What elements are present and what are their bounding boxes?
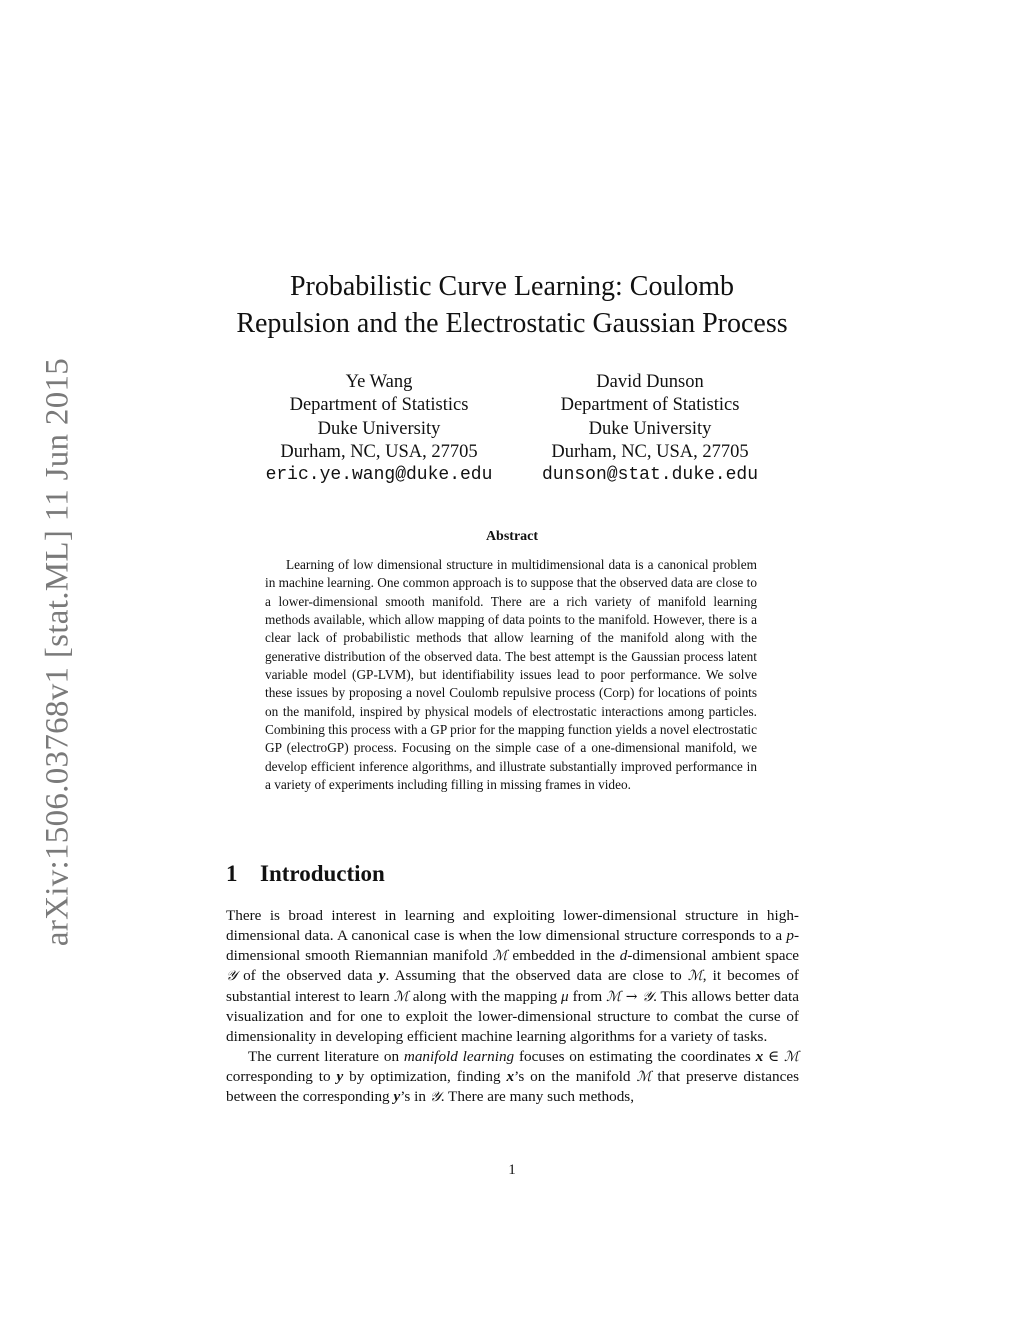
math-y: y xyxy=(378,967,386,985)
math-mu: μ xyxy=(561,987,569,1005)
text-run: from xyxy=(568,987,607,1005)
emphasis-manifold-learning: manifold learning xyxy=(403,1048,515,1066)
author-university: Duke University xyxy=(317,418,441,439)
math-d: d xyxy=(619,947,628,965)
math-ambient-space: 𝒴 xyxy=(429,1089,441,1106)
text-run: ’s on the manifold xyxy=(514,1068,637,1086)
introduction-body xyxy=(226,906,799,1108)
math-ambient-space: 𝒴 xyxy=(226,968,237,985)
author-name: David Dunson xyxy=(596,372,704,392)
author-university: Duke University xyxy=(588,418,712,439)
text-run: corresponding to xyxy=(226,1068,337,1086)
section-title: Introduction xyxy=(260,861,385,886)
author-department: Department of Statistics xyxy=(560,395,740,416)
author-department: Department of Statistics xyxy=(289,395,469,416)
section-heading-introduction xyxy=(226,861,385,887)
text-run: that preserve distances between the corresponding xyxy=(226,1068,800,1106)
text-run: by optimization, finding xyxy=(343,1068,507,1086)
math-manifold: ℳ xyxy=(393,988,409,1005)
text-run: . Assuming that the observed data are close to xyxy=(385,967,688,985)
math-x: x xyxy=(506,1068,515,1086)
math-mapping: ℳ → 𝒴 xyxy=(606,988,654,1005)
author-name: Ye Wang xyxy=(345,372,413,392)
math-element-of: ∈ xyxy=(763,1048,785,1066)
author-email: eric.ye.wang@duke.edu xyxy=(265,465,493,486)
intro-paragraph-1 xyxy=(226,906,799,1047)
math-manifold: ℳ xyxy=(636,1069,652,1086)
text-run: ’s in xyxy=(400,1088,430,1106)
abstract-heading: Abstract xyxy=(485,529,539,544)
text-run: of the observed data xyxy=(236,967,379,985)
author-block-2 xyxy=(500,371,800,487)
math-y: y xyxy=(393,1088,401,1106)
author-block-1 xyxy=(229,371,529,487)
text-run: -dimensional smooth Riemannian manifold xyxy=(226,927,799,965)
author-address: Durham, NC, USA, 27705 xyxy=(280,441,478,462)
math-manifold: ℳ xyxy=(687,968,703,985)
text-run: . There are many such methods, xyxy=(440,1088,635,1106)
abstract-text: Learning of low dimensional structure in multidimensional data is a canonical problem in machine learning. One common approach is to suppose that the observed data are close to a lower-dimensional smooth manifold. There are a rich variety of manifold learning methods available, which allow mapping of data points to the manifold. However, there is a clear lack of probabilistic methods that allow learning of the manifold along with the generative distribution of the observed data. The best attempt is the Gaussian process latent variable model (GP-LVM), but identifiability issues lead to poor performance. We solve these issues by proposing a novel Coulomb repulsive process (Corp) for locations of points on the manifold, inspired by physical models of electrostatic interactions among particles. Combining this process with a GP prior for the mapping function yields a novel electrostatic GP (electroGP) process. Focusing on the simple case of a one-dimensional manifold, we develop efficient inference algorithms, and illustrate substantially improved performance in a variety of experiments including filling in missing frames in video. xyxy=(265,557,757,793)
author-email: dunson@stat.duke.edu xyxy=(541,465,759,486)
text-run: There is broad interest in learning and exploiting lower-dimensional structure in high-dimensional data. A canonical case is when the low dimensional structure corresponds to a xyxy=(226,907,799,945)
arxiv-identifier-stamp: arXiv:1506.03768v1 [stat.ML] 11 Jun 2015 xyxy=(39,357,76,947)
text-run: focuses on estimating the coordinates xyxy=(514,1048,756,1066)
title-line-2: Repulsion and the Electrostatic Gaussian Process xyxy=(236,308,788,339)
math-p: p xyxy=(786,927,794,945)
text-run: -dimensional ambient space xyxy=(627,947,800,965)
math-manifold: ℳ xyxy=(784,1049,799,1066)
section-number: 1 xyxy=(226,861,238,886)
page-number: 1 xyxy=(508,1162,516,1178)
intro-paragraph-2 xyxy=(226,1047,799,1107)
paper-title xyxy=(200,268,824,342)
text-run: The current literature on xyxy=(248,1048,404,1066)
title-line-1: Probabilistic Curve Learning: Coulomb xyxy=(289,271,735,302)
text-run: along with the mapping xyxy=(408,987,562,1005)
text-run: . This allows better data visualization and for one to exploit the lower-dimensional structure to combat the curse of dimensionality in developing efficient machine learning algorithms for a variety of tasks. xyxy=(226,987,799,1045)
text-run: embedded in the xyxy=(507,947,620,965)
math-y: y xyxy=(336,1068,344,1086)
math-manifold: ℳ xyxy=(492,948,508,965)
math-x: x xyxy=(755,1048,764,1066)
author-address: Durham, NC, USA, 27705 xyxy=(551,441,749,462)
text-run: , it becomes of substantial interest to learn xyxy=(226,967,799,1005)
